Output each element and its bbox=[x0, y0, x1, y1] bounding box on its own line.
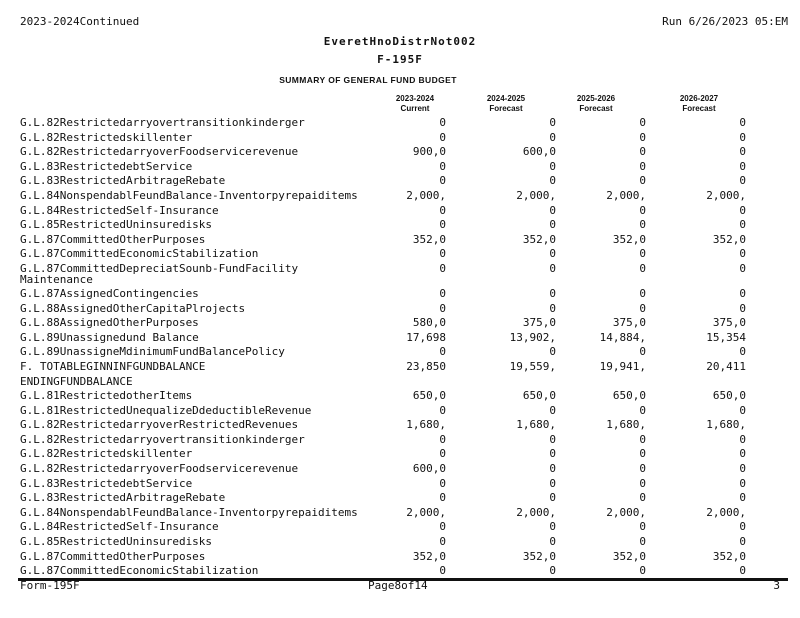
column-header-2026-2027 bbox=[664, 94, 734, 114]
table-row bbox=[20, 345, 746, 360]
table-row bbox=[20, 389, 746, 404]
cell-value-v2: 0 bbox=[549, 476, 556, 490]
column-subtitle: Current bbox=[400, 104, 430, 113]
report-continued-label: 2023-2024Continued bbox=[20, 15, 140, 28]
column-year: 2026-2027 bbox=[679, 94, 719, 103]
cell-value-v2: 0 bbox=[549, 218, 556, 232]
column-year: 2024-2025 bbox=[486, 94, 526, 103]
row-label: G.L.87CommittedOtherPurposes bbox=[20, 232, 206, 246]
cell-value-v3: 0 bbox=[639, 301, 646, 315]
table-row bbox=[20, 232, 746, 248]
cell-value-v3: 0 bbox=[639, 462, 646, 476]
table-row bbox=[20, 130, 746, 146]
cell-value-v4: 15,354 bbox=[706, 330, 746, 344]
cell-value-v4: 20,411 bbox=[706, 359, 746, 373]
table-row bbox=[20, 261, 746, 287]
row-label: G.L.82Restrictedarryovertransitionkinderger bbox=[20, 116, 305, 129]
cell-value-v2: 0 bbox=[549, 301, 556, 315]
row-label: G.L.84NonspendablFeundBalance-Inventorpyrepaiditems bbox=[20, 505, 358, 519]
cell-value-v3: 650,0 bbox=[612, 389, 646, 403]
cell-value-v2: 0 bbox=[549, 174, 556, 188]
cell-value-v4: 0 bbox=[739, 403, 746, 417]
cell-value-v1: 580,0 bbox=[412, 316, 446, 330]
table-row bbox=[20, 505, 746, 521]
cell-value-v2: 0 bbox=[549, 403, 556, 417]
table-row bbox=[20, 218, 746, 233]
row-label: G.L.87CommittedEconomicStabilization bbox=[20, 564, 259, 578]
cell-value-v2: 352,0 bbox=[522, 232, 556, 246]
cell-value-v2: 0 bbox=[549, 261, 556, 275]
cell-value-v3: 0 bbox=[639, 174, 646, 188]
row-label: G.L.82Restrictedskillenter bbox=[20, 130, 193, 144]
table-row bbox=[20, 549, 746, 565]
cell-value-v4: 0 bbox=[739, 432, 746, 446]
table-row bbox=[20, 535, 746, 550]
cell-value-v3: 0 bbox=[639, 218, 646, 232]
cell-value-v4: 2,000, bbox=[706, 188, 746, 202]
cell-value-v1: 0 bbox=[439, 130, 446, 144]
cell-value-v4: 0 bbox=[739, 535, 746, 549]
cell-value-v2: 0 bbox=[549, 116, 556, 129]
table-row bbox=[20, 375, 740, 390]
row-label: G.L.89UnassigneMdinimumFundBalancePolicy bbox=[20, 345, 285, 359]
cell-value-v4: 0 bbox=[739, 476, 746, 490]
row-label: G.L.87CommittedEconomicStabilization bbox=[20, 247, 259, 261]
cell-value-v2: 0 bbox=[549, 203, 556, 217]
cell-value-v4: 352,0 bbox=[712, 549, 746, 563]
cell-value-v1: 0 bbox=[439, 159, 446, 173]
cell-value-v1: 0 bbox=[439, 261, 446, 275]
row-label: G.L.84RestrictedSelf-Insurance bbox=[20, 520, 219, 534]
cell-value-v3: 375,0 bbox=[612, 316, 646, 330]
table-row bbox=[20, 447, 746, 462]
row-label: G.L.89Unassignedund Balance bbox=[20, 330, 199, 344]
form-number-footer: Form-195F bbox=[20, 579, 80, 592]
row-label: G.L.84NonspendablFeundBalance-Inventorpyrepaiditems bbox=[20, 188, 358, 202]
row-label: G.L.87AssignedContingencies bbox=[20, 286, 199, 300]
cell-value-v1: 0 bbox=[439, 116, 446, 129]
cell-value-v3: 0 bbox=[639, 286, 646, 300]
cell-value-v2: 0 bbox=[549, 130, 556, 144]
cell-value-v2: 0 bbox=[549, 462, 556, 476]
cell-value-v2: 0 bbox=[549, 447, 556, 461]
cell-value-v4: 2,000, bbox=[706, 505, 746, 519]
cell-value-v3: 0 bbox=[639, 520, 646, 534]
summary-title: SUMMARY OF GENERAL FUND BUDGET bbox=[279, 75, 457, 85]
table-row bbox=[20, 316, 746, 331]
table-row bbox=[20, 418, 746, 433]
cell-value-v1: 0 bbox=[439, 432, 446, 446]
page-number-footer: Page8of14 bbox=[368, 579, 428, 592]
cell-value-v1: 352,0 bbox=[412, 232, 446, 246]
cell-value-v2: 0 bbox=[549, 286, 556, 300]
run-date-label: Run 6/26/2023 05:EM bbox=[662, 15, 788, 28]
table-row bbox=[20, 301, 746, 317]
row-label: G.L.87CommittedOtherPurposes bbox=[20, 549, 206, 563]
table-row bbox=[20, 116, 746, 131]
cell-value-v4: 0 bbox=[739, 116, 746, 129]
row-label: ENDINGFUNDBALANCE bbox=[20, 374, 133, 388]
cell-value-v3: 352,0 bbox=[612, 232, 646, 246]
cell-value-v2: 600,0 bbox=[522, 145, 556, 159]
cell-value-v3: 14,884, bbox=[599, 330, 646, 344]
cell-value-v3: 0 bbox=[639, 159, 646, 173]
cell-value-v4: 0 bbox=[739, 203, 746, 217]
sheet-number-footer: 3 bbox=[773, 579, 780, 592]
cell-value-v4: 0 bbox=[739, 261, 746, 275]
cell-value-v2: 2,000, bbox=[516, 505, 556, 519]
row-label: F. TOTABLEGINNINFGUNDBALANCE bbox=[20, 359, 206, 373]
cell-value-v4: 1,680, bbox=[706, 418, 746, 432]
table-row bbox=[20, 432, 746, 448]
table-row bbox=[20, 520, 746, 535]
cell-value-v4: 0 bbox=[739, 301, 746, 315]
cell-value-v3: 2,000, bbox=[606, 188, 646, 202]
table-row bbox=[20, 188, 746, 204]
row-label: G.L.88AssignedOtherPurposes bbox=[20, 316, 199, 330]
row-label: G.L.81RestrictedUnequalizeDdeductibleRevenue bbox=[20, 403, 312, 417]
column-header-2025-2026 bbox=[561, 94, 631, 114]
cell-value-v3: 0 bbox=[639, 247, 646, 261]
cell-value-v2: 0 bbox=[549, 535, 556, 549]
fund-balance-table bbox=[20, 116, 746, 579]
cell-value-v4: 0 bbox=[739, 462, 746, 476]
cell-value-v1: 0 bbox=[439, 520, 446, 534]
cell-value-v2: 352,0 bbox=[522, 549, 556, 563]
cell-value-v3: 0 bbox=[639, 491, 646, 505]
row-label: G.L.84RestrictedSelf-Insurance bbox=[20, 203, 219, 217]
cell-value-v1: 0 bbox=[439, 301, 446, 315]
table-row bbox=[20, 403, 746, 419]
column-header-2024-2025 bbox=[471, 94, 541, 114]
cell-value-v2: 375,0 bbox=[522, 316, 556, 330]
table-row bbox=[20, 159, 746, 175]
row-label: G.L.83RestrictedArbitrageRebate bbox=[20, 491, 226, 505]
cell-value-v4: 0 bbox=[739, 520, 746, 534]
cell-value-v4: 0 bbox=[739, 130, 746, 144]
cell-value-v3: 0 bbox=[639, 130, 646, 144]
column-subtitle: Forecast bbox=[682, 104, 716, 113]
table-row bbox=[20, 330, 746, 346]
cell-value-v1: 900,0 bbox=[412, 145, 446, 159]
cell-value-v1: 0 bbox=[439, 174, 446, 188]
cell-value-v1: 0 bbox=[439, 447, 446, 461]
cell-value-v1: 0 bbox=[439, 491, 446, 505]
cell-value-v2: 0 bbox=[549, 247, 556, 261]
cell-value-v1: 0 bbox=[439, 286, 446, 300]
row-label: G.L.83RestrictedebtService bbox=[20, 159, 193, 173]
table-row bbox=[20, 359, 746, 375]
column-header-2023-2024 bbox=[380, 94, 450, 114]
cell-value-v1: 0 bbox=[439, 345, 446, 359]
cell-value-v1: 2,000, bbox=[406, 188, 446, 202]
cell-value-v1: 600,0 bbox=[412, 462, 446, 476]
cell-value-v3: 0 bbox=[639, 403, 646, 417]
cell-value-v1: 0 bbox=[439, 403, 446, 417]
cell-value-v4: 375,0 bbox=[712, 316, 746, 330]
cell-value-v4: 0 bbox=[739, 218, 746, 232]
cell-value-v3: 0 bbox=[639, 116, 646, 129]
cell-value-v1: 23,850 bbox=[406, 359, 446, 373]
cell-value-v3: 2,000, bbox=[606, 505, 646, 519]
cell-value-v4: 0 bbox=[739, 159, 746, 173]
cell-value-v3: 0 bbox=[639, 447, 646, 461]
row-label: G.L.82RestrictedarryoverFoodservicerevenue bbox=[20, 462, 299, 476]
cell-value-v2: 0 bbox=[549, 345, 556, 359]
table-row bbox=[20, 145, 746, 160]
cell-value-v3: 1,680, bbox=[606, 418, 646, 432]
cell-value-v4: 0 bbox=[739, 286, 746, 300]
cell-value-v1: 1,680, bbox=[406, 418, 446, 432]
row-label: G.L.82Restrictedarryovertransitionkinderger bbox=[20, 432, 305, 446]
cell-value-v2: 13,902, bbox=[509, 330, 556, 344]
row-label: G.L.82Restrictedskillenter bbox=[20, 447, 193, 461]
district-title: EveretHnoDistrNot002 bbox=[323, 35, 477, 48]
row-label: G.L.87CommittedDepreciatSounb-FundFacility bbox=[20, 261, 299, 275]
cell-value-v4: 0 bbox=[739, 174, 746, 188]
cell-value-v1: 17,698 bbox=[406, 330, 446, 344]
cell-value-v2: 0 bbox=[549, 159, 556, 173]
cell-value-v1: 0 bbox=[439, 218, 446, 232]
table-row bbox=[20, 286, 746, 302]
table-row bbox=[20, 462, 746, 477]
cell-value-v2: 0 bbox=[549, 432, 556, 446]
table-row bbox=[20, 476, 746, 492]
cell-value-v4: 0 bbox=[739, 564, 746, 578]
row-label: G.L.81RestrictedotherItems bbox=[20, 389, 193, 403]
cell-value-v3: 0 bbox=[639, 345, 646, 359]
cell-value-v2: 650,0 bbox=[522, 389, 556, 403]
table-row bbox=[20, 247, 746, 262]
table-row bbox=[20, 491, 746, 506]
cell-value-v2: 0 bbox=[549, 491, 556, 505]
cell-value-v2: 0 bbox=[549, 520, 556, 534]
cell-value-v1: 0 bbox=[439, 535, 446, 549]
form-title: F-195F bbox=[377, 53, 423, 66]
table-row bbox=[20, 564, 746, 579]
row-label: G.L.82RestrictedarryoverFoodservicerevenue bbox=[20, 145, 299, 159]
cell-value-v1: 0 bbox=[439, 564, 446, 578]
cell-value-v2: 0 bbox=[549, 564, 556, 578]
cell-value-v4: 0 bbox=[739, 491, 746, 505]
row-label: G.L.82RestrictedarryoverRestrictedRevenues bbox=[20, 418, 299, 432]
column-subtitle: Forecast bbox=[579, 104, 613, 113]
row-label: G.L.83RestrictedebtService bbox=[20, 476, 193, 490]
cell-value-v2: 2,000, bbox=[516, 188, 556, 202]
cell-value-v3: 352,0 bbox=[612, 549, 646, 563]
cell-value-v1: 2,000, bbox=[406, 505, 446, 519]
row-label-continuation: Maintenance bbox=[20, 272, 93, 286]
cell-value-v3: 0 bbox=[639, 145, 646, 159]
cell-value-v1: 0 bbox=[439, 203, 446, 217]
cell-value-v2: 1,680, bbox=[516, 418, 556, 432]
cell-value-v4: 0 bbox=[739, 447, 746, 461]
cell-value-v3: 19,941, bbox=[599, 359, 646, 373]
column-subtitle: Forecast bbox=[489, 104, 523, 113]
cell-value-v4: 0 bbox=[739, 145, 746, 159]
table-row bbox=[20, 174, 746, 189]
cell-value-v1: 650,0 bbox=[412, 389, 446, 403]
cell-value-v1: 352,0 bbox=[412, 549, 446, 563]
cell-value-v3: 0 bbox=[639, 476, 646, 490]
column-year: 2023-2024 bbox=[395, 94, 435, 103]
row-label: G.L.88AssignedOtherCapitaPlrojects bbox=[20, 301, 246, 315]
cell-value-v1: 0 bbox=[439, 476, 446, 490]
cell-value-v1: 0 bbox=[439, 247, 446, 261]
cell-value-v3: 0 bbox=[639, 432, 646, 446]
cell-value-v2: 19,559, bbox=[509, 359, 556, 373]
column-year: 2025-2026 bbox=[576, 94, 616, 103]
row-label: G.L.85RestrictedUninsuredisks bbox=[20, 535, 213, 549]
cell-value-v4: 352,0 bbox=[712, 232, 746, 246]
table-row bbox=[20, 203, 746, 219]
cell-value-v4: 0 bbox=[739, 345, 746, 359]
row-label: G.L.83RestrictedArbitrageRebate bbox=[20, 174, 226, 188]
cell-value-v4: 650,0 bbox=[712, 389, 746, 403]
cell-value-v3: 0 bbox=[639, 203, 646, 217]
row-label: G.L.85RestrictedUninsuredisks bbox=[20, 218, 213, 232]
cell-value-v4: 0 bbox=[739, 247, 746, 261]
cell-value-v3: 0 bbox=[639, 261, 646, 275]
cell-value-v3: 0 bbox=[639, 535, 646, 549]
cell-value-v3: 0 bbox=[639, 564, 646, 578]
